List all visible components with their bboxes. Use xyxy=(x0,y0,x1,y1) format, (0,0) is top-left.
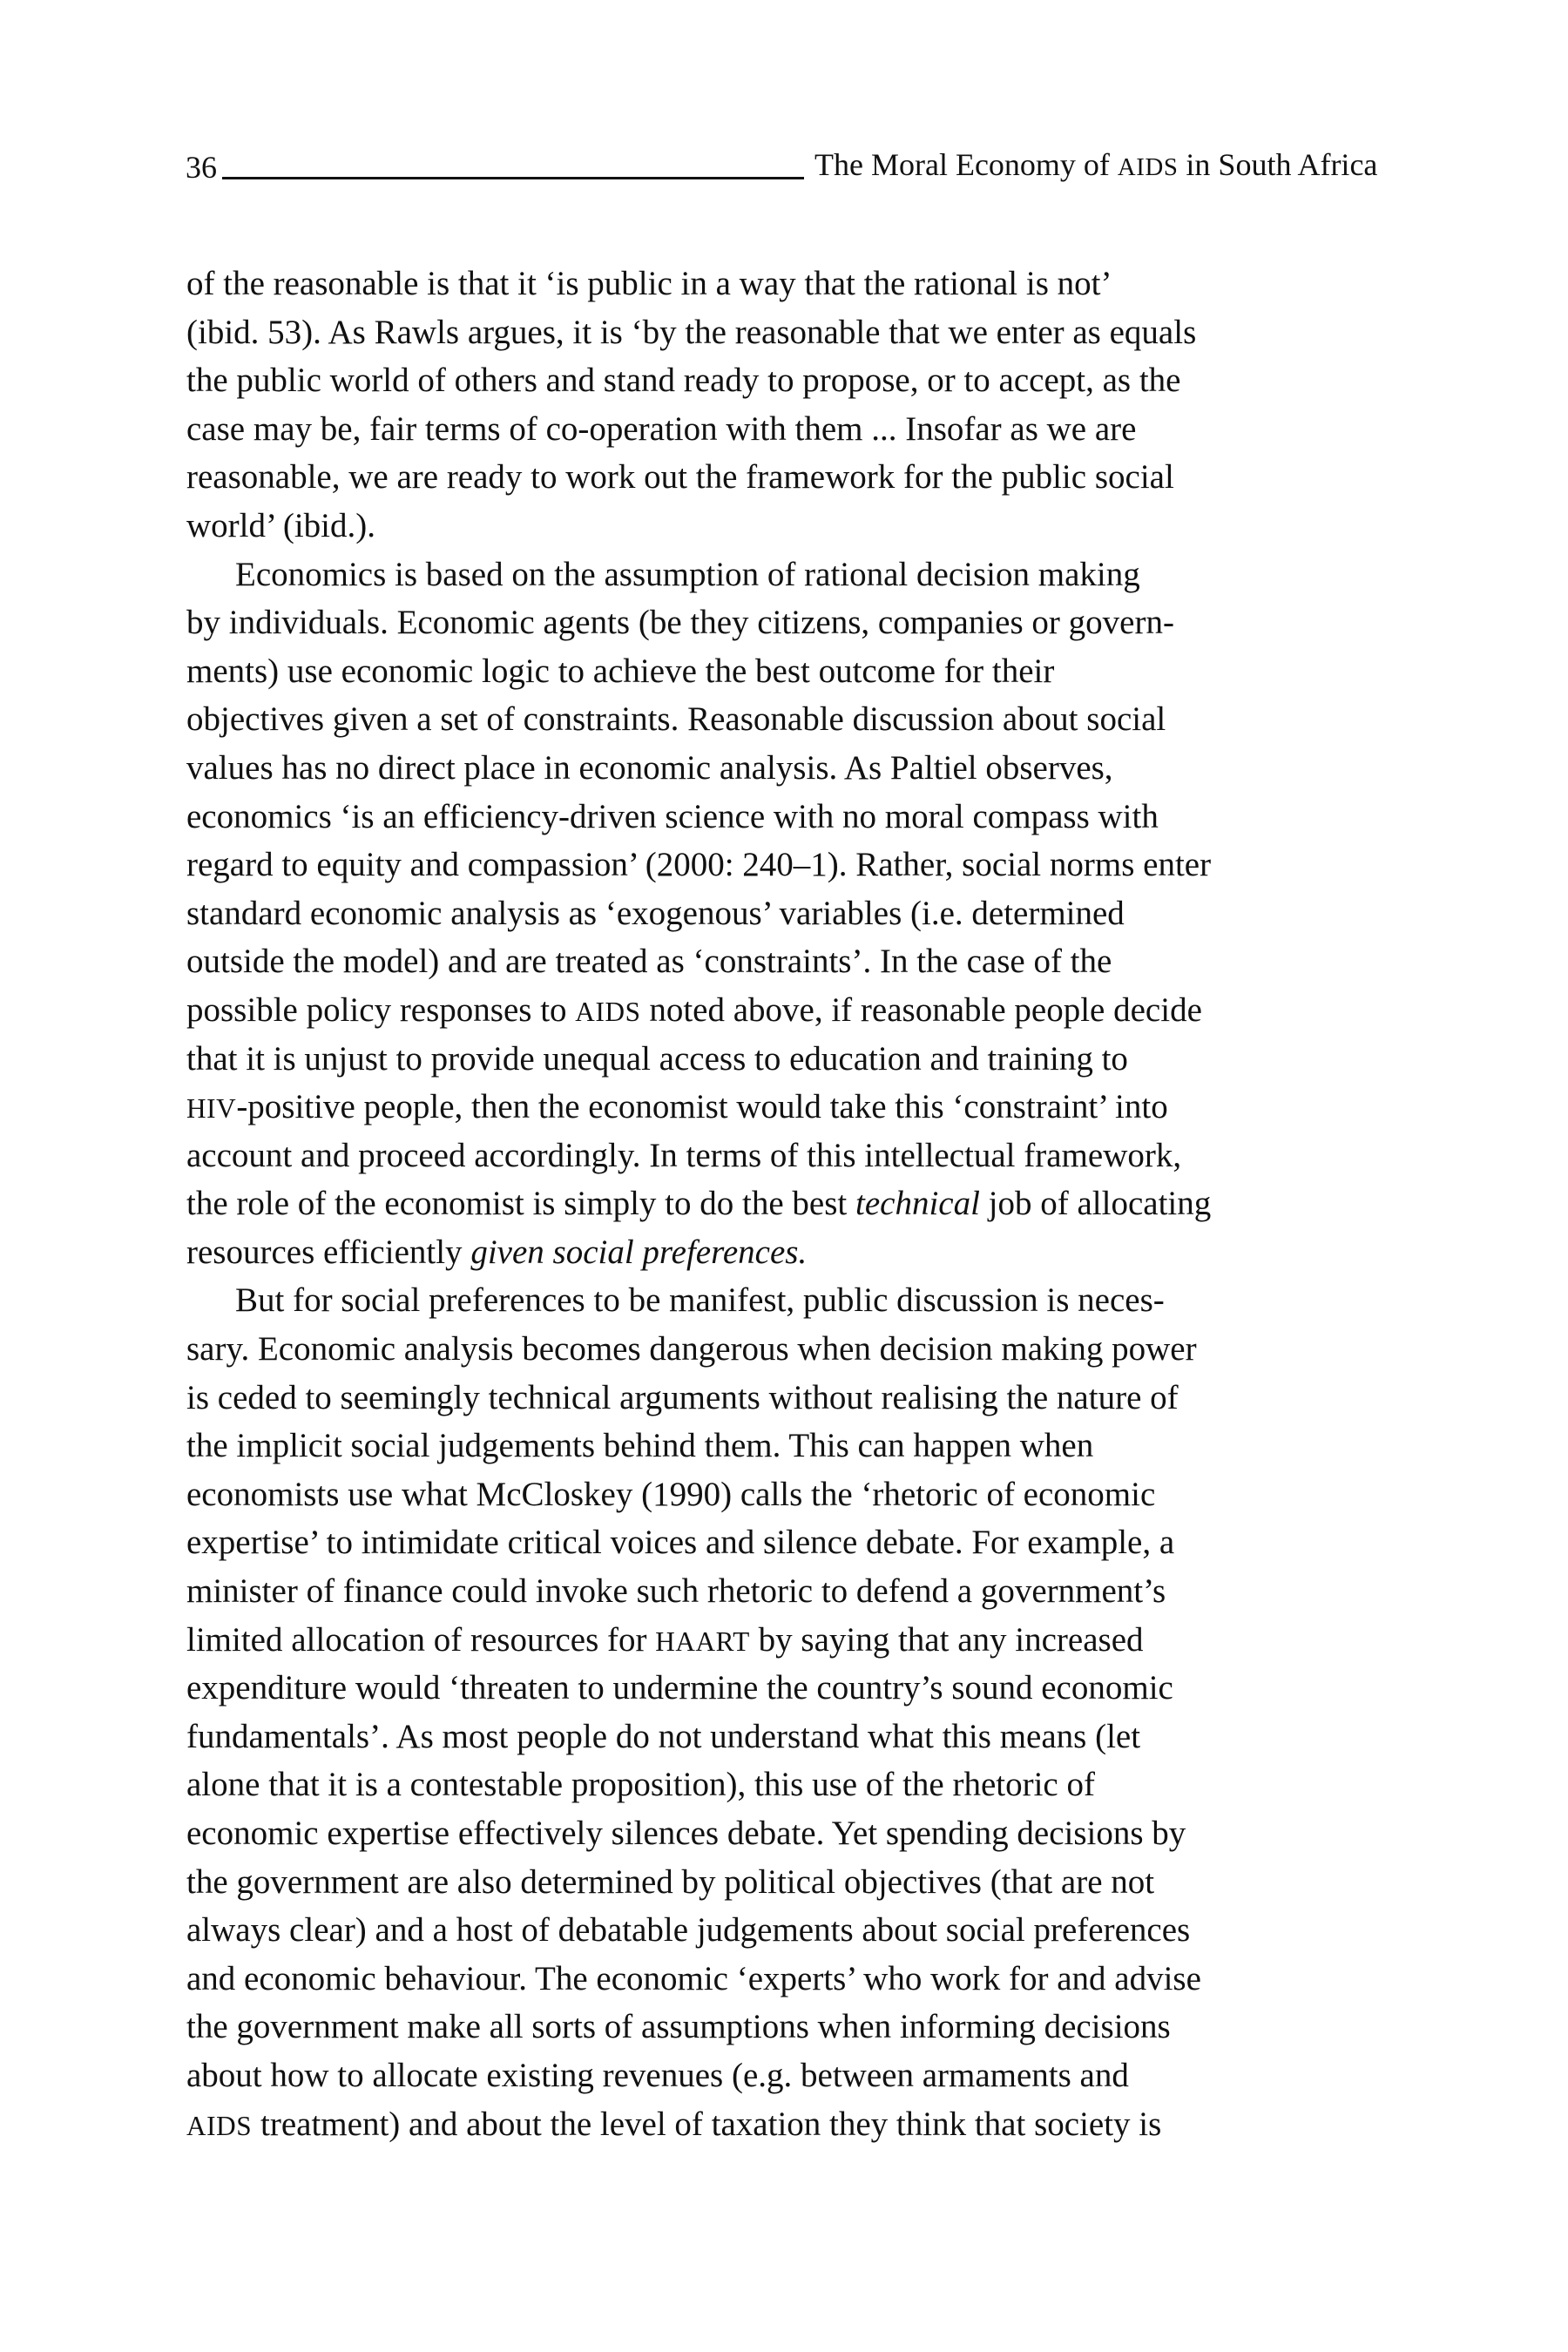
text-run: and economic behaviour. The economic ‘experts’ who work for and advise xyxy=(186,1959,1201,1997)
text-run: objectives given a set of constraints. Reasonable discussion about social xyxy=(186,700,1166,739)
text-line xyxy=(186,647,1396,696)
running-title xyxy=(814,147,1377,185)
text-line xyxy=(186,1179,1396,1228)
text-line xyxy=(186,1422,1396,1470)
text-run: noted above, if reasonable people decide xyxy=(640,990,1202,1029)
text-line xyxy=(186,937,1396,986)
text-run: expenditure would ‘threaten to undermine the country’s sound economic xyxy=(186,1669,1173,1707)
text-line xyxy=(186,308,1396,357)
text-run: economics ‘is an efficiency-driven science with no moral compass with xyxy=(186,797,1159,835)
text-line xyxy=(186,356,1396,405)
text-run: the role of the economist is simply to do the best xyxy=(186,1185,855,1223)
text-line xyxy=(186,1713,1396,1761)
text-run: economists use what McCloskey (1990) calls the ‘rhetoric of economic xyxy=(186,1475,1156,1513)
text-line xyxy=(186,1228,1396,1277)
text-run: the public world of others and stand ready to propose, or to accept, as the xyxy=(186,362,1181,400)
text-run: alone that it is a contestable proposition), this use of the rhetoric of xyxy=(186,1766,1095,1804)
text-run: -positive people, then the economist would take this ‘constraint’ into xyxy=(236,1088,1168,1126)
text-line xyxy=(186,1664,1396,1713)
small-caps-text: AIDS xyxy=(186,2110,253,2141)
text-line xyxy=(186,2003,1396,2051)
text-line xyxy=(186,405,1396,454)
text-run: minister of finance could invoke such rhetoric to defend a government’s xyxy=(186,1572,1166,1611)
text-line xyxy=(186,1374,1396,1423)
text-run: the implicit social judgements behind them. This can happen when xyxy=(186,1427,1094,1465)
text-run: (ibid. 53). As Rawls argues, it is ‘by the reasonable that we enter as equals xyxy=(186,313,1197,351)
text-run: world’ (ibid.). xyxy=(186,506,375,544)
text-run: by individuals. Economic agents (be they citizens, companies or govern- xyxy=(186,604,1174,642)
paragraph xyxy=(186,260,1396,551)
text-run: regard to equity and compassion’ (2000: 240–1). Rather, social norms enter xyxy=(186,846,1212,884)
body-text xyxy=(186,260,1396,2148)
text-line xyxy=(186,1858,1396,1907)
text-run: sary. Economic analysis becomes dangerous when decision making power xyxy=(186,1330,1197,1369)
text-line xyxy=(186,744,1396,793)
small-caps-text: AIDS xyxy=(575,996,641,1027)
text-run: reasonable, we are ready to work out the framework for the public social xyxy=(186,458,1174,497)
text-line xyxy=(186,1083,1396,1132)
text-line xyxy=(186,260,1396,308)
paragraph xyxy=(186,551,1396,1277)
text-run: of the reasonable is that it ‘is public in a way that the rational is not’ xyxy=(186,265,1112,302)
small-caps-text: HIV xyxy=(186,1093,237,1125)
text-line xyxy=(186,1567,1396,1616)
text-line xyxy=(186,1470,1396,1519)
text-line xyxy=(186,1035,1396,1084)
text-run: that it is unjust to provide unequal access to education and training to xyxy=(186,1039,1128,1078)
text-run: economic expertise effectively silences debate. Yet spending decisions by xyxy=(186,1815,1186,1852)
text-run: limited allocation of resources for xyxy=(186,1620,656,1659)
text-line xyxy=(186,2051,1396,2100)
running-title-part: in South Africa xyxy=(1178,147,1378,182)
text-run: about how to allocate existing revenues (e.g. between armaments and xyxy=(186,2056,1129,2094)
text-run: is ceded to seemingly technical arguments without realising the nature of xyxy=(186,1378,1179,1416)
text-run: outside the model) and are treated as ‘constraints’. In the case of the xyxy=(186,943,1112,981)
text-run: Economics is based on the assumption of rational decision making xyxy=(235,555,1140,593)
text-run: account and proceed accordingly. In terms of this intellectual framework, xyxy=(186,1136,1182,1174)
text-run: possible policy responses to xyxy=(186,990,576,1029)
text-line xyxy=(186,453,1396,502)
text-run: always clear) and a host of debatable judgements about social preferences xyxy=(186,1911,1191,1950)
paragraph xyxy=(186,1276,1396,2148)
text-run: the government make all sorts of assumptions when informing decisions xyxy=(186,2008,1171,2046)
text-run: resources efficiently xyxy=(186,1233,471,1271)
text-line xyxy=(186,551,1396,599)
text-line xyxy=(186,598,1396,647)
text-line xyxy=(186,502,1396,551)
text-run: the government are also determined by political objectives (that are not xyxy=(186,1862,1155,1901)
text-line xyxy=(186,1132,1396,1180)
header-rule xyxy=(222,177,804,179)
text-run: ments) use economic logic to achieve the best outcome for their xyxy=(186,652,1055,690)
running-title-part: AIDS xyxy=(1117,153,1179,181)
text-line xyxy=(186,1325,1396,1374)
text-line xyxy=(186,1276,1396,1325)
text-line xyxy=(186,1809,1396,1858)
text-run: expertise’ to intimidate critical voices and silence debate. For example, a xyxy=(186,1524,1175,1562)
running-title-part: The Moral Economy of xyxy=(814,147,1118,182)
text-run: fundamentals’. As most people do not understand what this means (let xyxy=(186,1717,1141,1755)
text-run: case may be, fair terms of co-operation with them ... Insofar as we are xyxy=(186,409,1137,448)
text-run: standard economic analysis as ‘exogenous’ variables (i.e. determined xyxy=(186,894,1125,932)
text-run: values has no direct place in economic analysis. As Paltiel observes, xyxy=(186,748,1113,787)
italic-text: given social preferences. xyxy=(470,1233,808,1271)
text-line xyxy=(186,1761,1396,1809)
text-line xyxy=(186,1616,1396,1665)
text-run: treatment) and about the level of taxation they think that society is xyxy=(252,2105,1162,2143)
running-header xyxy=(186,146,1396,185)
small-caps-text: HAART xyxy=(655,1625,750,1657)
text-line xyxy=(186,1518,1396,1567)
text-line xyxy=(186,2100,1396,2149)
text-line xyxy=(186,889,1396,938)
italic-text: technical xyxy=(855,1185,980,1223)
text-line xyxy=(186,793,1396,841)
text-run: by saying that any increased xyxy=(749,1620,1144,1659)
text-line xyxy=(186,841,1396,889)
page-number: 36 xyxy=(186,150,217,185)
text-line xyxy=(186,695,1396,744)
text-run: But for social preferences to be manifest, public discussion is neces- xyxy=(235,1281,1165,1320)
text-line xyxy=(186,1906,1396,1955)
text-line xyxy=(186,986,1396,1035)
text-line xyxy=(186,1955,1396,2004)
text-run: job of allocating xyxy=(979,1185,1212,1223)
